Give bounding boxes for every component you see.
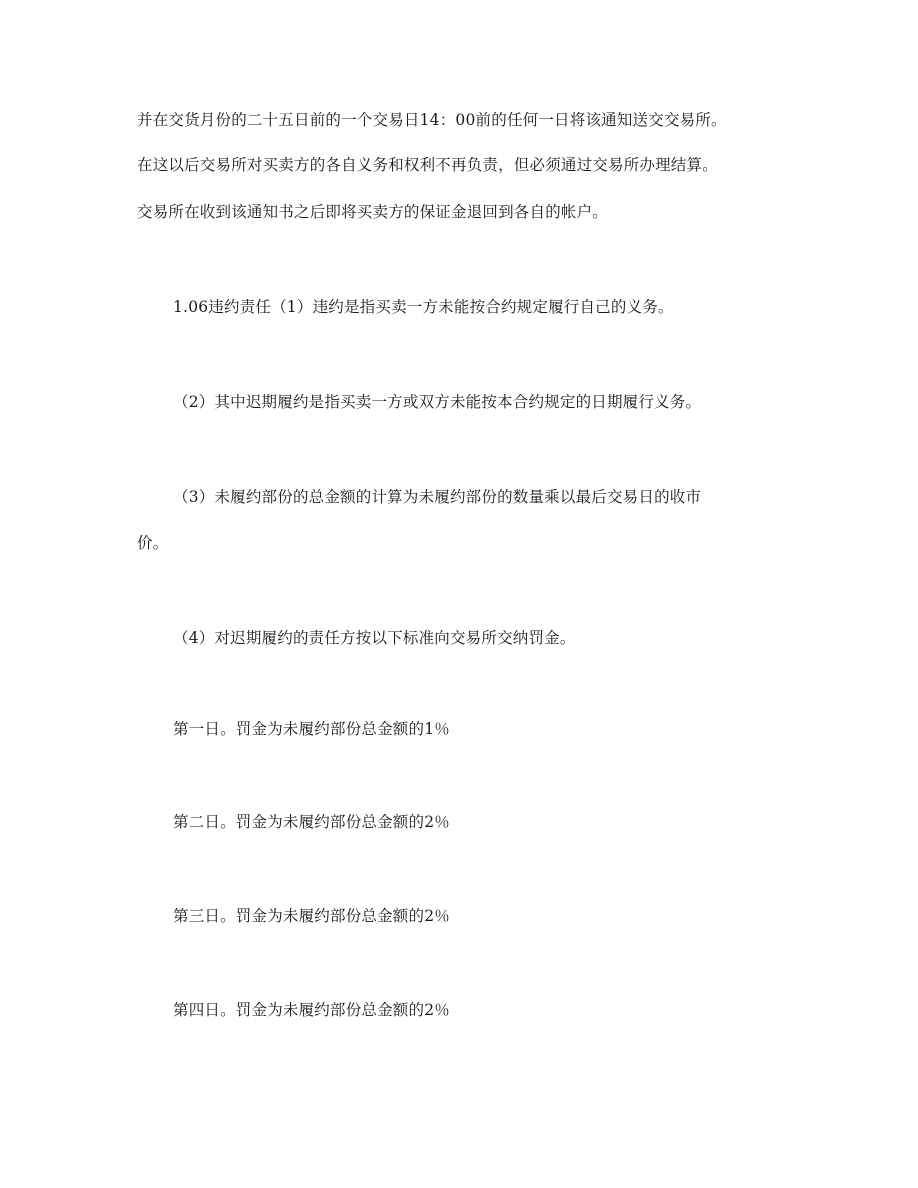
text-line-3: 交易所在收到该通知书之后即将买卖方的保证金退回到各自的帐户。: [137, 203, 609, 221]
text-line-1: 并在交货月份的二十五日前的一个交易日14：00前的任何一日将该通知送交交易所。: [137, 111, 727, 129]
clause-4: （4）对迟期履约的责任方按以下标准向交易所交纳罚金。: [173, 629, 576, 647]
clause-2: （2）其中迟期履约是指买卖一方或双方未能按本合约规定的日期履行义务。: [173, 393, 702, 411]
text-line-2: 在这以后交易所对买卖方的各自义务和权利不再负责，但必须通过交易所办理结算。: [137, 156, 718, 174]
penalty-day-4: 第四日。罚金为未履约部份总金额的2％: [173, 1001, 450, 1019]
penalty-day-2: 第二日。罚金为未履约部份总金额的2％: [173, 813, 450, 831]
clause-3-continuation: 价。: [137, 534, 169, 552]
penalty-day-3: 第三日。罚金为未履约部份总金额的2％: [173, 907, 450, 925]
penalty-day-1: 第一日。罚金为未履约部份总金额的1％: [173, 720, 450, 738]
clause-3: （3）未履约部份的总金额的计算为未履约部份的数量乘以最后交易日的收市: [173, 488, 702, 506]
section-1-06-heading: 1.06违约责任（1）违约是指买卖一方未能按合约规定履行自己的义务。: [173, 298, 674, 316]
